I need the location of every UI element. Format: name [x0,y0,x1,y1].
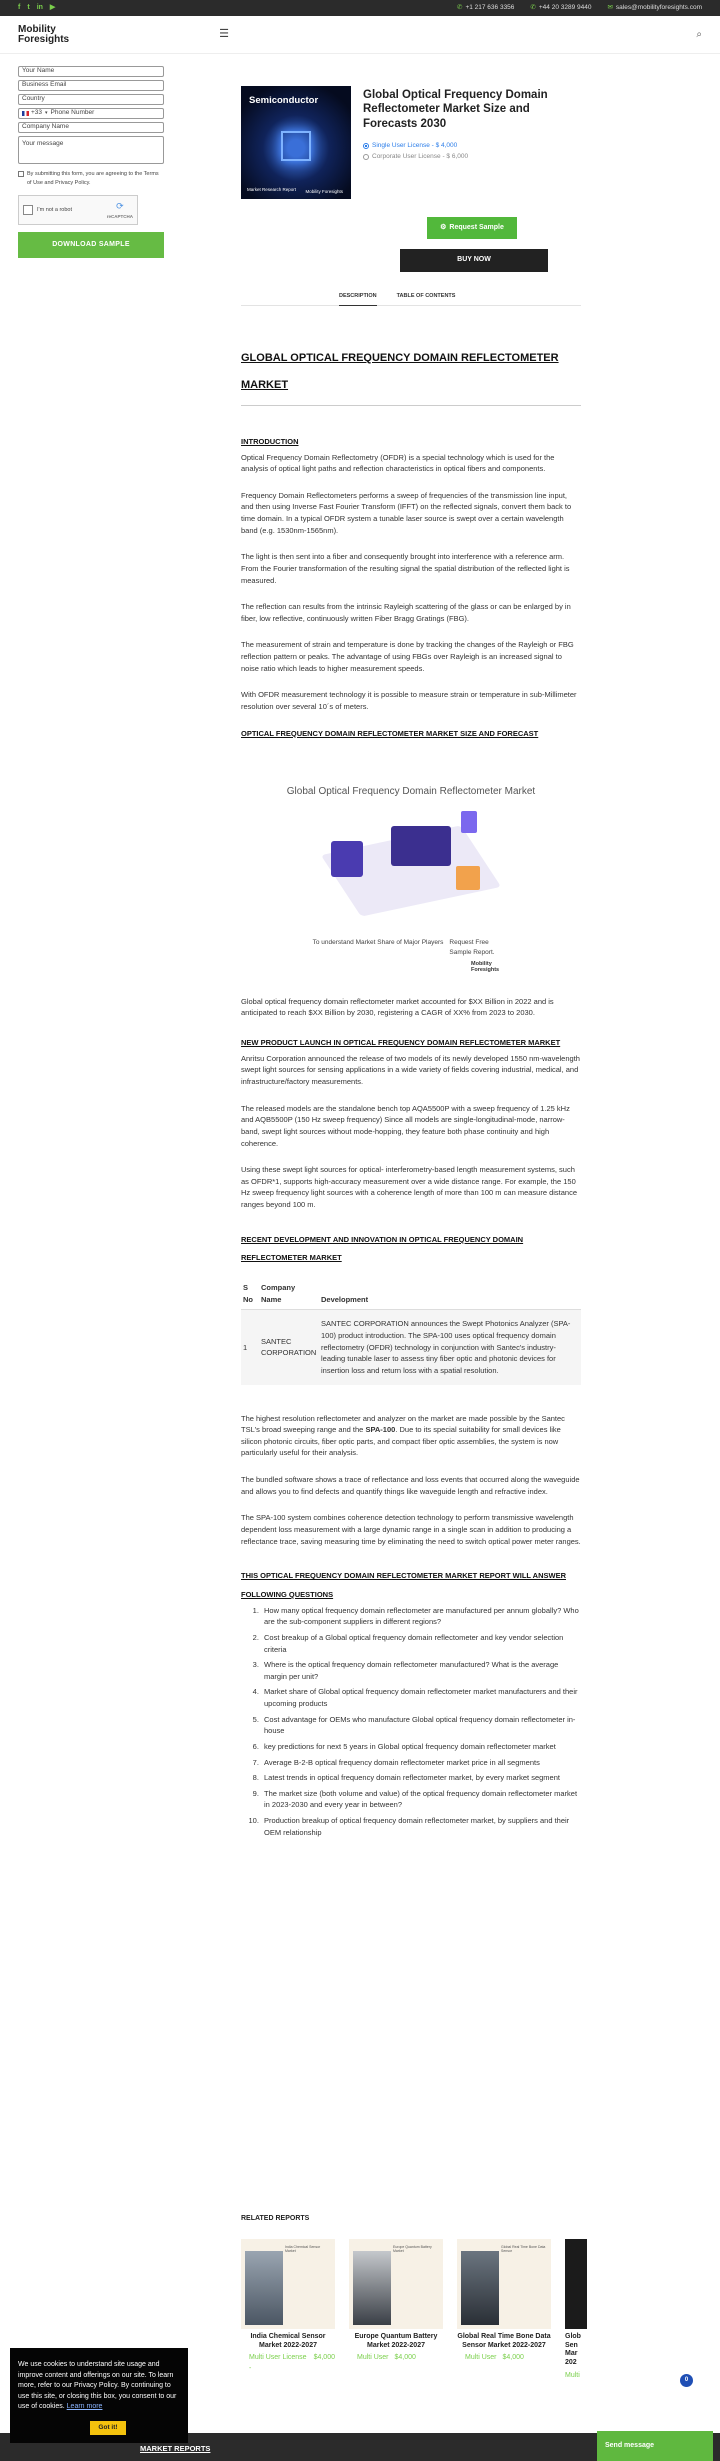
top-bar [0,0,720,16]
learn-more-link[interactable]: Learn more [66,2403,103,2410]
infographic-caption: To understand Market Share of Major Players Request Free Sample Report. [312,939,495,957]
company-field[interactable]: Company Name [18,122,164,133]
card-price: Multi User License - $4,000 [249,2354,335,2373]
site-header [0,16,720,54]
questions-list [255,1605,581,1839]
intro-paragraph: The light is then sent into a fiber and consequently brought into interference with a reference arm. From the Fourier transformation of the resulting signal the spatial distribution of the reflected light is measured. [241,552,570,585]
article-title: GLOBAL OPTICAL FREQUENCY DOMAIN REFLECTOMETER MARKET [241,352,559,391]
tab-description[interactable]: DESCRIPTION [339,292,377,306]
site-logo[interactable]: Mobility Foresights [18,23,70,45]
phone-placeholder: Phone Number [50,109,95,117]
market-infographic[interactable] [261,785,561,974]
intro-paragraph: Frequency Domain Reflectometers performs a sweep of frequencies of the transmission line input, and then using Inverse Fast Fourier Transform (IFFT) on the reflected signals, convert them back to time domain. In a typical OFDR system a tunable laser source is swept over a certain wavelength band (e.g. 1530nm-1565nm). [241,490,572,535]
license-single[interactable]: Single User License - $ 4,000 [363,141,581,151]
row-number: 1 [241,1310,259,1385]
illustration-box [461,811,477,833]
card-title[interactable]: Europe Quantum Battery Market 2022-2027 [354,2332,438,2349]
article-content [241,345,581,1842]
related-card[interactable] [457,2239,551,2382]
list-item: 10. Production breakup of optical frequency domain reflectometer market, by suppliers and their OEM relationship [261,1815,581,1838]
product-section [241,86,581,306]
consent-checkbox[interactable] [18,171,24,177]
menu-icon[interactable]: ☰ [219,27,229,40]
recaptcha [18,195,138,225]
col-header-no: S No [241,1278,259,1310]
list-item: 9. The market size (both volume and value) of the optical frequency domain reflectometer market in 2023-2030 and every year in between? [261,1788,581,1811]
search-icon[interactable]: ⌕ [696,28,702,40]
intro-paragraph: With OFDR measurement technology it is possible to measure strain or temperature in sub-Millimeter resolution over several 10´s of meters. [241,690,577,711]
card-thumbnail[interactable] [565,2239,587,2329]
col-header-development: Development [319,1278,581,1310]
linkedin-icon[interactable]: in [36,3,43,11]
cookie-accept-button[interactable]: Got it! [90,2421,126,2435]
product-info [363,86,581,199]
cover-footer-left: Market Research Report [247,187,297,193]
license-options [363,141,581,162]
isometric-illustration [311,806,511,936]
chevron-down-icon: ▾ [45,109,48,116]
email-field[interactable]: Business Email [18,80,164,91]
sample-request-form [18,66,164,258]
infographic-title: Global Optical Frequency Domain Reflectometer Market [286,786,536,798]
phone-code[interactable]: +33 [31,109,43,117]
radio-selected[interactable] [363,143,369,149]
social-links [18,3,55,14]
email-link[interactable]: ✉ sales@mobilityforesights.com [607,3,702,11]
launch-paragraph: Anritsu Corporation announced the release of two models of its newly developed 1550 nm-wavelength swept light sources for sensing applications in a wide variety of fields covering industrial, medical, and infrastructure/factory measurements. [241,1053,580,1087]
phone-field[interactable] [18,108,164,119]
card-thumbnail[interactable]: Europe Quantum Battery Market [349,2239,443,2329]
consent-checkbox-row [18,170,164,187]
col-header-company: Company Name [259,1278,319,1310]
related-cards [241,2239,720,2382]
card-thumbnail[interactable]: Global Real Time Bone Data Sensor [457,2239,551,2329]
cover-title: Semiconductor [249,95,319,106]
related-heading: RELATED REPORTS [241,2215,310,2222]
card-title[interactable]: India Chemical Sensor Market 2022-2027 [250,2332,326,2349]
development-table [241,1278,581,1384]
radio-unselected[interactable] [363,154,369,160]
facebook-icon[interactable]: f [18,3,21,11]
france-flag-icon [22,111,29,116]
cookie-text: We use cookies to understand site usage and improve content and offerings on our site. To learn more, refer to our Privacy Policy. By continuing to use this site, or closing this box, you consent to our use of cookies. [18,2361,177,2410]
table-row [241,1310,581,1385]
market-size-heading: OPTICAL FREQUENCY DOMAIN REFLECTOMETER MARKET SIZE AND FORECAST [241,728,539,738]
questions-heading: THIS OPTICAL FREQUENCY DOMAIN REFLECTOMETER MARKET REPORT WILL ANSWER FOLLOWING QUESTIONS [241,1571,567,1599]
footer-title[interactable]: MARKET REPORTS [140,2444,211,2453]
related-card[interactable] [565,2239,587,2382]
phone-us[interactable]: ✆ +1 217 636 3356 [456,3,515,11]
card-photo [245,2251,283,2325]
phone-icon: ✆ [456,3,463,11]
country-field[interactable]: Country [18,94,164,105]
send-message-button[interactable]: Send message [597,2431,713,2461]
notification-badge[interactable]: 0 [680,2374,693,2387]
message-field[interactable]: Your message [18,136,164,164]
illustration-box [456,866,480,890]
download-sample-button[interactable]: DOWNLOAD SAMPLE [18,232,164,258]
phone-uk[interactable]: ✆ +44 20 3289 9440 [530,3,592,11]
card-photo [461,2251,499,2325]
market-size-paragraph: Global optical frequency domain reflectometer market accounted for $XX Billion in 2022 and is anticipated to reach $XX Billion by 2030, registering a CAGR of XX% from 2023 to 2030. [241,996,554,1018]
twitter-icon[interactable]: t [27,3,30,11]
recent-paragraph: The SPA-100 system combines coherence detection technology to perform transmissive wavelength dependent loss measurement with a large dynamic range in a single scan in addition to producing a reflectance trace, saving measuring time by eliminating the need to switch optical power meter ranges. [241,1513,581,1546]
license-corporate[interactable]: Corporate User License - $ 6,000 [363,152,581,162]
phone-icon: ✆ [530,3,536,11]
mail-icon: ✉ [607,3,613,11]
intro-heading: INTRODUCTION [241,436,299,446]
related-card[interactable] [349,2239,443,2382]
report-cover-image [241,86,351,199]
recaptcha-icon: ⟳ [116,200,124,211]
cookie-banner [10,2348,188,2443]
chip-icon [281,131,311,161]
row-company: SANTEC CORPORATION [259,1310,319,1385]
gear-icon: ⚙ [440,223,447,231]
consent-text: By submitting this form, you are agreeing to the Terms of Use and Privacy Policy. [27,171,159,186]
row-development: SANTEC CORPORATION announces the Swept Photonics Analyzer (SPA-100) product introduction. The SPA-100 uses optical frequency domain reflectometry (OFDR) technology in conjunction with Santec's industry-leading tunable laser to assess tiny fiber optic and photonic devices for insertion loss and return loss with a spatial resolution. [319,1310,581,1385]
youtube-icon[interactable]: ▶ [49,3,56,11]
captcha-label: I'm not a robot [37,206,72,213]
illustration-panel [331,841,363,877]
card-price: Multi User $4,000 [465,2354,524,2362]
table-header-row [241,1278,581,1310]
launch-paragraph: Using these swept light sources for optical- interferometry-based length measurement systems, such as OFDR*1, supports high-accuracy measurement over a wide distance range. For example, the 150 Hz sweep frequency light sources with a coherence length of more than 100 m can measure distance ranges beyond 100 m. [241,1165,578,1210]
recent-paragraph: The bundled software shows a trace of reflectance and loss events that occurred along the waveguide and allows you to find defects and quantify things like waveguide length and refractive index. [241,1475,580,1496]
recaptcha-logo: ⟳ reCAPTCHA [106,200,133,219]
intro-paragraph: The reflection can results from the intrinsic Rayleigh scattering of the glass or can be enlarged by in fiber, low reflective, continuously written Fiber Bragg Gratings (FBG). [241,602,571,623]
list-item: 5. Cost advantage for OEMs who manufacture Global optical frequency domain reflectometer in-house [261,1714,581,1737]
illustration-screen [391,826,451,866]
list-item: 6. key predictions for next 5 years in Global optical frequency domain reflectometer market [261,1741,581,1753]
recent-development-heading: RECENT DEVELOPMENT AND INNOVATION IN OPTICAL FREQUENCY DOMAIN REFLECTOMETER MARKET [241,1234,524,1263]
card-title[interactable]: Glob Sen Mar 202 [565,2332,581,2367]
name-field[interactable]: Your Name [18,66,164,77]
launch-paragraph: The released models are the standalone bench top AQA5500P with a sweep frequency of 1.25 kHz and AQB5500P (150 Hz sweep frequency) Since all models are single-longitudinal-mode, narrow-band, swept light sources without mode-hopping, they feature both phase continuity and high coherence. [241,1103,570,1148]
title-divider [241,405,581,406]
list-item: 1. How many optical frequency domain reflectometer are manufactured per annum globally? Who are the sub-component suppliers in different regions? [261,1605,581,1628]
captcha-checkbox[interactable] [23,205,33,215]
list-item: 3. Where is the optical frequency domain reflectometer manufactured? What is the average margin per unit? [261,1659,581,1682]
card-price: Multi User $4,000 [357,2354,416,2362]
buy-now-button[interactable]: BUY NOW [400,249,548,272]
card-thumbnail[interactable]: India Chemical Sensor Market [241,2239,335,2329]
tab-table-of-contents[interactable]: TABLE OF CONTENTS [396,293,456,299]
list-item: 7. Average B-2-B optical frequency domain reflectometer market price in all segments [261,1757,581,1769]
product-launch-heading: NEW PRODUCT LAUNCH IN OPTICAL FREQUENCY DOMAIN REFLECTOMETER MARKET [241,1038,561,1048]
intro-paragraph: Optical Frequency Domain Reflectometry (OFDR) is a special technology which is used for the analysis of optical light paths and reflection characteristics in optical fibers and components. [241,452,555,474]
related-card[interactable] [241,2239,335,2382]
list-item: 8. Latest trends in optical frequency domain reflectometer market, by every market segment [261,1772,581,1784]
request-sample-button[interactable]: ⚙ Request Sample [427,217,517,239]
product-header [241,86,581,199]
infographic-logo: Mobility Foresights [471,961,500,974]
contact-info [457,3,702,13]
recent-paragraph: The highest resolution reflectometer and analyzer on the market are made possible by the Santec TSL's broad sweeping range and the SPA-100. Due to its special suitability for small devices like silicon photonic circuits, fiber optic parts, and compact fiber optic assemblies, the system is now particularly useful for their analysis. [241,1413,565,1458]
related-reports [241,2214,720,2382]
intro-paragraph: The measurement of strain and temperature is done by tracking the changes of the Rayleigh or FBG reflection pattern or peaks. The advantage of using FBGs over Rayleigh is an increased signal to noise ratio which leads to higher measurement speeds. [241,640,574,673]
product-title: Global Optical Frequency Domain Reflectometer Market Size and Forecasts 2030 [363,89,548,130]
card-price: Multi [565,2371,580,2379]
list-item: 2. Cost breakup of a Global optical frequency domain reflectometer and key vendor selection criteria [261,1632,581,1655]
card-photo [353,2251,391,2325]
card-title[interactable]: Global Real Time Bone Data Sensor Market 2022-2027 [457,2332,551,2349]
list-item: 4. Market share of Global optical frequency domain reflectometer market manufacturers and their upcoming products [261,1686,581,1709]
cover-footer-right: Mobility Foresights [305,189,343,195]
content-tabs [339,292,581,306]
